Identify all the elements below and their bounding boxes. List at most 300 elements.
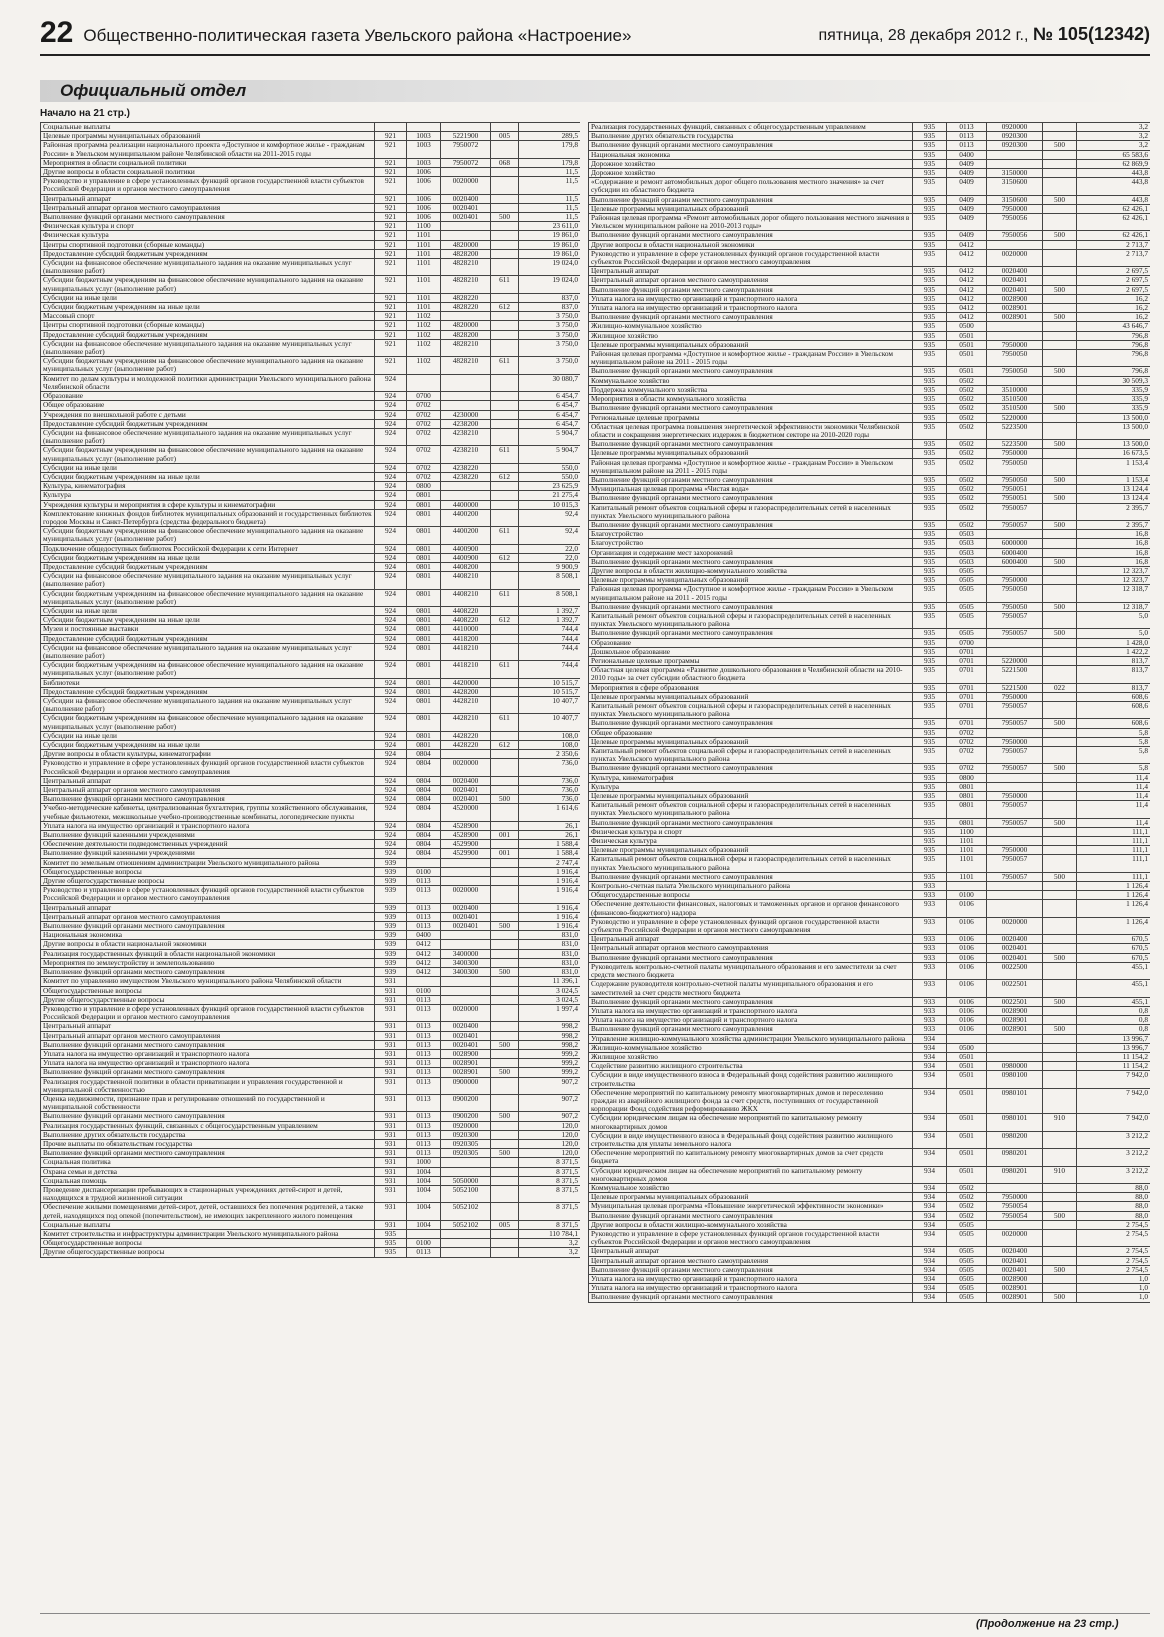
row-target-code: 7950000 <box>987 576 1043 585</box>
row-expense-type <box>1043 503 1077 520</box>
row-ministry-code: 924 <box>375 750 407 759</box>
row-name: Прочие выплаты по обязательствам государства <box>41 1139 375 1148</box>
table-row <box>589 602 1151 611</box>
row-name: Центральный аппарат <box>589 267 913 276</box>
row-ministry-code: 924 <box>375 428 407 445</box>
row-target-code <box>987 1043 1043 1052</box>
row-section-code: 0505 <box>947 1247 987 1256</box>
table-row <box>41 1112 581 1121</box>
row-name: Коммунальное хозяйство <box>589 376 913 385</box>
row-section-code: 0801 <box>407 616 441 625</box>
row-amount: 16,8 <box>1077 530 1151 539</box>
row-section-code: 0702 <box>407 472 441 481</box>
row-name: Субсидии бюджетным учреждениям на финансовое обеспечение муниципального задания на оказание муниципальных услуг (выполнение работ) <box>41 276 375 293</box>
row-name: Комитет по управлению имуществом Увельского муниципального района Челябинской области <box>41 977 375 986</box>
table-row <box>41 616 581 625</box>
row-target-code: 7950057 <box>987 872 1043 881</box>
row-section-code: 0505 <box>947 611 987 628</box>
row-ministry-code: 935 <box>913 404 947 413</box>
row-ministry-code: 924 <box>375 697 407 714</box>
row-target-code <box>987 647 1043 656</box>
row-name: Районная целевая программа «Ремонт автомобильных дорог общего пользования местного значения в Увельском муниципальном районе на 2010-2013 годы» <box>589 214 913 231</box>
row-ministry-code: 934 <box>913 1284 947 1293</box>
table-row <box>589 178 1151 195</box>
table-row <box>589 294 1151 303</box>
table-row <box>589 1016 1151 1025</box>
row-expense-type <box>1043 917 1077 934</box>
row-expense-type: 611 <box>491 527 519 544</box>
row-ministry-code: 921 <box>375 132 407 141</box>
table-row <box>41 562 581 571</box>
row-section-code: 0500 <box>947 1043 987 1052</box>
row-amount: 5,8 <box>1077 728 1151 737</box>
row-ministry-code: 939 <box>375 912 407 921</box>
row-expense-type <box>491 634 519 643</box>
row-amount: 998,2 <box>519 1040 581 1049</box>
row-name: Выполнение функций органами местного самоуправления <box>589 367 913 376</box>
row-ministry-code: 935 <box>913 548 947 557</box>
row-name: Выполнение функций органами местного самоуправления <box>41 795 375 804</box>
row-expense-type <box>1043 855 1077 872</box>
row-ministry-code: 935 <box>913 249 947 266</box>
row-expense-type <box>491 392 519 401</box>
row-name: Капитальный ремонт объектов социальной сферы и газораспределительных сетей в населенных пунктах Увельского муниципального района <box>589 611 913 628</box>
row-amount: 608,6 <box>1077 702 1151 719</box>
row-target-code <box>441 168 491 177</box>
row-amount: 6 454,7 <box>519 410 581 419</box>
row-amount: 7 942,0 <box>1077 1071 1151 1088</box>
table-row <box>589 350 1151 367</box>
row-target-code: 0020000 <box>441 177 491 194</box>
row-expense-type <box>491 1158 519 1167</box>
row-amount: 1 126,4 <box>1077 900 1151 917</box>
row-ministry-code: 933 <box>913 935 947 944</box>
table-row <box>41 321 581 330</box>
table-row <box>41 168 581 177</box>
row-target-code: 4828220 <box>441 303 491 312</box>
row-expense-type: 500 <box>491 1040 519 1049</box>
row-ministry-code: 924 <box>375 776 407 785</box>
row-ministry-code: 934 <box>913 1114 947 1131</box>
table-row <box>41 1040 581 1049</box>
row-name: Целевые программы муниципальных образований <box>589 846 913 855</box>
row-name: Библиотеки <box>41 678 375 687</box>
row-name: Субсидии бюджетным учреждениям на иные цели <box>41 741 375 750</box>
row-expense-type <box>1043 801 1077 818</box>
row-amount: 8 371,5 <box>519 1158 581 1167</box>
row-amount: 16,2 <box>1077 294 1151 303</box>
row-amount: 999,2 <box>519 1059 581 1068</box>
table-row <box>41 634 581 643</box>
table-row <box>41 986 581 995</box>
row-ministry-code: 924 <box>375 589 407 606</box>
row-expense-type <box>1043 846 1077 855</box>
table-row <box>41 194 581 203</box>
row-amount: 831,0 <box>519 968 581 977</box>
table-row <box>589 1052 1151 1061</box>
row-ministry-code: 933 <box>913 944 947 953</box>
row-expense-type <box>491 1004 519 1021</box>
row-expense-type <box>491 903 519 912</box>
row-name: Руководство и управление в сфере установленных функций органов государственной власти субъектов Российской Федерации и органов местного самоуправления <box>41 1004 375 1021</box>
row-target-code: 4400900 <box>441 553 491 562</box>
row-section-code: 0100 <box>407 867 441 876</box>
row-section-code: 0801 <box>407 643 441 660</box>
row-amount: 62 426,1 <box>1077 231 1151 240</box>
row-expense-type <box>491 931 519 940</box>
row-amount: 3,2 <box>1077 123 1151 132</box>
row-section-code: 0113 <box>407 1248 441 1257</box>
row-name: Образование <box>41 392 375 401</box>
row-amount: 1 126,4 <box>1077 917 1151 934</box>
row-expense-type: 500 <box>1043 1211 1077 1220</box>
table-row <box>589 566 1151 575</box>
row-target-code: 7950057 <box>987 855 1043 872</box>
row-name: Субсидии на финансовое обеспечение муниципального задания на оказание муниципальных услуг (выполнение работ) <box>41 572 375 589</box>
row-target-code: 0020400 <box>441 903 491 912</box>
table-row <box>41 446 581 463</box>
table-row <box>589 576 1151 585</box>
row-name: Поддержка коммунального хозяйства <box>589 385 913 394</box>
row-name: Комитет по делам культуры и молодежной политики администрации Увельского муниципального района Челябинской области <box>41 374 375 391</box>
row-target-code <box>441 1158 491 1167</box>
row-name: Выполнение функций органами местного самоуправления <box>41 922 375 931</box>
row-expense-type: 611 <box>491 589 519 606</box>
row-ministry-code: 924 <box>375 572 407 589</box>
row-target-code: 0900200 <box>441 1112 491 1121</box>
row-amount: 120,0 <box>519 1130 581 1139</box>
row-target-code: 0020401 <box>987 1265 1043 1274</box>
row-expense-type <box>491 168 519 177</box>
row-name: Культура, кинематография <box>41 482 375 491</box>
row-ministry-code: 935 <box>913 276 947 285</box>
row-target-code: 0020401 <box>441 786 491 795</box>
row-section-code: 1101 <box>407 249 441 258</box>
row-ministry-code: 935 <box>913 178 947 195</box>
row-amount: 796,8 <box>1077 367 1151 376</box>
row-amount: 999,2 <box>519 1068 581 1077</box>
row-expense-type <box>1043 935 1077 944</box>
row-ministry-code: 934 <box>913 1149 947 1166</box>
row-ministry-code: 921 <box>375 213 407 222</box>
row-section-code: 0113 <box>407 1121 441 1130</box>
table-row <box>41 357 581 374</box>
row-amount: 1,0 <box>1077 1284 1151 1293</box>
table-row <box>41 544 581 553</box>
row-target-code: 0920300 <box>441 1130 491 1139</box>
table-row <box>589 1202 1151 1211</box>
row-expense-type <box>491 804 519 821</box>
continued-to-note: (Продолжение на 23 стр.) <box>976 1618 1119 1630</box>
row-expense-type: 910 <box>1043 1114 1077 1131</box>
table-row <box>589 782 1151 791</box>
row-ministry-code: 931 <box>375 1203 407 1220</box>
row-amount: 2 697,5 <box>1077 276 1151 285</box>
row-amount: 5 904,7 <box>519 428 581 445</box>
row-name: Выполнение функций органами местного самоуправления <box>589 764 913 773</box>
row-target-code: 4408210 <box>441 589 491 606</box>
table-row <box>41 831 581 840</box>
table-row <box>41 1248 581 1257</box>
row-name: Социальные выплаты <box>41 123 375 132</box>
row-section-code: 0801 <box>407 509 441 526</box>
row-ministry-code: 935 <box>913 566 947 575</box>
table-row <box>589 737 1151 746</box>
row-amount: 831,0 <box>519 958 581 967</box>
row-ministry-code: 935 <box>913 240 947 249</box>
row-expense-type <box>1043 322 1077 331</box>
row-amount: 120,0 <box>519 1121 581 1130</box>
row-name: Выполнение функций органами местного самоуправления <box>41 1112 375 1121</box>
row-section-code: 0801 <box>407 634 441 643</box>
row-target-code: 7950051 <box>987 494 1043 503</box>
row-target-code <box>441 977 491 986</box>
row-target-code: 7950057 <box>987 719 1043 728</box>
row-section-code: 0702 <box>947 747 987 764</box>
page-number: 22 <box>40 16 74 49</box>
row-amount: 13 124,4 <box>1077 494 1151 503</box>
row-expense-type <box>491 687 519 696</box>
row-name: Капитальный ремонт объектов социальной сферы и газораспределительных сетей в населенных пунктах Увельского муниципального района <box>589 503 913 520</box>
row-expense-type <box>491 249 519 258</box>
row-amount: 8 371,5 <box>519 1203 581 1220</box>
table-row <box>589 1062 1151 1071</box>
row-section-code: 0501 <box>947 1062 987 1071</box>
row-section-code <box>407 123 441 132</box>
row-amount: 13 996,7 <box>1077 1043 1151 1052</box>
row-expense-type <box>491 293 519 302</box>
row-target-code <box>441 877 491 886</box>
row-ministry-code: 924 <box>375 795 407 804</box>
row-name: Целевые программы муниципальных образований <box>589 204 913 213</box>
row-target-code: 0920300 <box>987 132 1043 141</box>
row-amount: 8 508,1 <box>519 589 581 606</box>
row-ministry-code: 935 <box>913 827 947 836</box>
row-section-code: 0804 <box>407 804 441 821</box>
row-section-code: 0502 <box>947 1193 987 1202</box>
row-section-code: 0702 <box>407 446 441 463</box>
row-expense-type: 910 <box>1043 1166 1077 1183</box>
row-name: Уплата налога на имущество организаций и транспортного налога <box>41 821 375 830</box>
table-row <box>41 949 581 958</box>
row-expense-type <box>1043 539 1077 548</box>
row-expense-type <box>1043 294 1077 303</box>
row-expense-type: 001 <box>491 831 519 840</box>
table-row <box>589 1265 1151 1274</box>
row-target-code: 0920300 <box>987 141 1043 150</box>
row-name: Субсидии на иные цели <box>41 463 375 472</box>
row-name: Другие вопросы в области жилищно-коммунального хозяйства <box>589 566 913 575</box>
row-section-code: 0801 <box>407 589 441 606</box>
row-section-code: 0804 <box>407 795 441 804</box>
row-expense-type <box>491 259 519 276</box>
row-amount: 3,2 <box>1077 132 1151 141</box>
row-ministry-code: 935 <box>913 304 947 313</box>
row-expense-type: 611 <box>491 446 519 463</box>
row-amount: 5,8 <box>1077 764 1151 773</box>
table-row <box>41 697 581 714</box>
table-row <box>41 213 581 222</box>
table-row <box>589 638 1151 647</box>
row-amount: 62 426,1 <box>1077 204 1151 213</box>
row-amount: 2 754,5 <box>1077 1256 1151 1265</box>
table-row <box>41 1176 581 1185</box>
row-target-code: 0020000 <box>441 759 491 776</box>
row-name: Субсидии бюджетным учреждениям на иные цели <box>41 616 375 625</box>
row-expense-type: 005 <box>491 132 519 141</box>
row-expense-type <box>1043 692 1077 701</box>
row-amount: 550,0 <box>519 472 581 481</box>
row-target-code: 4410000 <box>441 625 491 634</box>
row-name: Выполнение функций казенными учреждениями <box>41 831 375 840</box>
row-ministry-code: 924 <box>375 643 407 660</box>
row-expense-type <box>1043 530 1077 539</box>
row-section-code: 0412 <box>407 940 441 949</box>
row-name: Выполнение функций органами местного самоуправления <box>589 494 913 503</box>
row-ministry-code: 924 <box>375 687 407 696</box>
row-amount: 0,8 <box>1077 1016 1151 1025</box>
row-ministry-code: 924 <box>375 731 407 740</box>
row-target-code: 5052102 <box>441 1220 491 1229</box>
row-section-code: 0106 <box>947 962 987 979</box>
row-name: Субсидии бюджетным учреждениям на финансовое обеспечение муниципального задания на оказание муниципальных услуг (выполнение работ) <box>41 714 375 731</box>
row-name: Уплата налога на имущество организаций и транспортного налога <box>589 294 913 303</box>
row-ministry-code: 935 <box>913 313 947 322</box>
row-expense-type <box>1043 638 1077 647</box>
table-row <box>41 374 581 391</box>
row-target-code <box>441 392 491 401</box>
row-expense-type: 500 <box>1043 231 1077 240</box>
row-ministry-code: 935 <box>913 204 947 213</box>
row-name: Выполнение функций органами местного самоуправления <box>41 1149 375 1158</box>
row-section-code: 0400 <box>407 931 441 940</box>
row-amount: 1 153,4 <box>1077 475 1151 484</box>
row-section-code: 1101 <box>407 231 441 240</box>
row-name: Предоставление субсидий бюджетным учреждениям <box>41 330 375 339</box>
row-section-code: 0804 <box>407 849 441 858</box>
row-name: Другие общегосударственные вопросы <box>41 995 375 1004</box>
row-expense-type: 500 <box>1043 629 1077 638</box>
row-target-code: 7950057 <box>987 503 1043 520</box>
table-row <box>589 647 1151 656</box>
table-row <box>589 900 1151 917</box>
row-section-code: 0505 <box>947 1256 987 1265</box>
row-target-code <box>441 1167 491 1176</box>
row-target-code: 4408200 <box>441 562 491 571</box>
row-expense-type <box>491 912 519 921</box>
row-section-code: 0113 <box>407 1031 441 1040</box>
row-amount: 2 754,5 <box>1077 1247 1151 1256</box>
row-ministry-code: 924 <box>375 374 407 391</box>
row-target-code: 5050000 <box>441 1176 491 1185</box>
row-ministry-code: 924 <box>375 840 407 849</box>
row-target-code: 0020400 <box>987 935 1043 944</box>
row-name: Комитет по земельным отношениям администрации Увельского муниципального района <box>41 858 375 867</box>
row-ministry-code: 934 <box>913 1071 947 1088</box>
row-ministry-code: 921 <box>375 312 407 321</box>
row-target-code: 4428220 <box>441 731 491 740</box>
row-target-code: 3510500 <box>987 395 1043 404</box>
row-ministry-code: 934 <box>913 1088 947 1114</box>
row-ministry-code: 935 <box>913 123 947 132</box>
row-expense-type <box>491 1130 519 1139</box>
row-ministry-code: 924 <box>375 509 407 526</box>
row-expense-type <box>491 1239 519 1248</box>
row-ministry-code: 924 <box>375 544 407 553</box>
row-amount: 12 318,7 <box>1077 602 1151 611</box>
row-section-code: 1102 <box>407 339 441 356</box>
row-name: Областная целевая программа «Развитие дошкольного образования в Челябинской области на 2010-2010 годы» за счет субсидии областного бюджета <box>589 666 913 683</box>
row-name: Мероприятия в области социальной политики <box>41 158 375 167</box>
row-section-code: 0701 <box>947 702 987 719</box>
row-expense-type <box>491 1139 519 1148</box>
row-section-code: 0804 <box>407 750 441 759</box>
row-target-code: 7950057 <box>987 611 1043 628</box>
row-target-code <box>441 940 491 949</box>
row-amount: 670,5 <box>1077 935 1151 944</box>
row-ministry-code: 924 <box>375 419 407 428</box>
row-name: Уплата налога на имущество организаций и транспортного налога <box>41 1049 375 1058</box>
row-amount: 108,0 <box>519 731 581 740</box>
row-amount: 670,5 <box>1077 953 1151 962</box>
row-amount: 1 392,7 <box>519 616 581 625</box>
row-amount: 1 153,4 <box>1077 458 1151 475</box>
table-row <box>41 940 581 949</box>
table-row <box>41 877 581 886</box>
row-name: Выполнение функций органами местного самоуправления <box>589 1265 913 1274</box>
row-section-code: 0801 <box>947 818 987 827</box>
table-row <box>589 141 1151 150</box>
row-target-code <box>441 995 491 1004</box>
row-amount: 1 916,4 <box>519 867 581 876</box>
row-expense-type: 500 <box>1043 141 1077 150</box>
row-name: Другие вопросы в области социальной политики <box>41 168 375 177</box>
row-name: Культура <box>41 491 375 500</box>
row-amount: 670,5 <box>1077 944 1151 953</box>
row-expense-type <box>491 401 519 410</box>
row-expense-type <box>491 886 519 903</box>
row-amount: 62 426,1 <box>1077 214 1151 231</box>
row-name: Общее образование <box>41 401 375 410</box>
row-amount: 19 861,0 <box>519 231 581 240</box>
row-ministry-code: 939 <box>375 877 407 886</box>
row-expense-type <box>1043 267 1077 276</box>
row-name: Капитальный ремонт объектов социальной сферы и газораспределительных сетей в населенных пунктах Увельского муниципального района <box>589 801 913 818</box>
row-target-code: 3150000 <box>987 169 1043 178</box>
table-row <box>41 500 581 509</box>
row-amount: 111,1 <box>1077 846 1151 855</box>
row-name: Комитет строительства и инфраструктуры администрации Увельского муниципального района <box>41 1229 375 1238</box>
row-expense-type <box>491 463 519 472</box>
row-ministry-code: 924 <box>375 821 407 830</box>
row-target-code <box>987 376 1043 385</box>
row-expense-type <box>1043 611 1077 628</box>
row-name: Центральный аппарат <box>41 776 375 785</box>
row-name: Выполнение функций казенными учреждениями <box>41 849 375 858</box>
row-name: Выполнение функций органами местного самоуправления <box>589 719 913 728</box>
row-section-code: 0113 <box>407 1049 441 1058</box>
row-amount: 796,8 <box>1077 331 1151 340</box>
row-section-code: 0113 <box>407 1040 441 1049</box>
row-expense-type: 500 <box>1043 285 1077 294</box>
row-section-code: 0501 <box>947 1071 987 1088</box>
row-amount: 11,5 <box>519 213 581 222</box>
row-amount: 1 916,4 <box>519 922 581 931</box>
row-amount: 3 750,0 <box>519 357 581 374</box>
row-name: Капитальный ремонт объектов социальной сферы и газораспределительных сетей в населенных пунктах Увельского муниципального района <box>589 702 913 719</box>
table-row <box>41 222 581 231</box>
table-row <box>41 312 581 321</box>
